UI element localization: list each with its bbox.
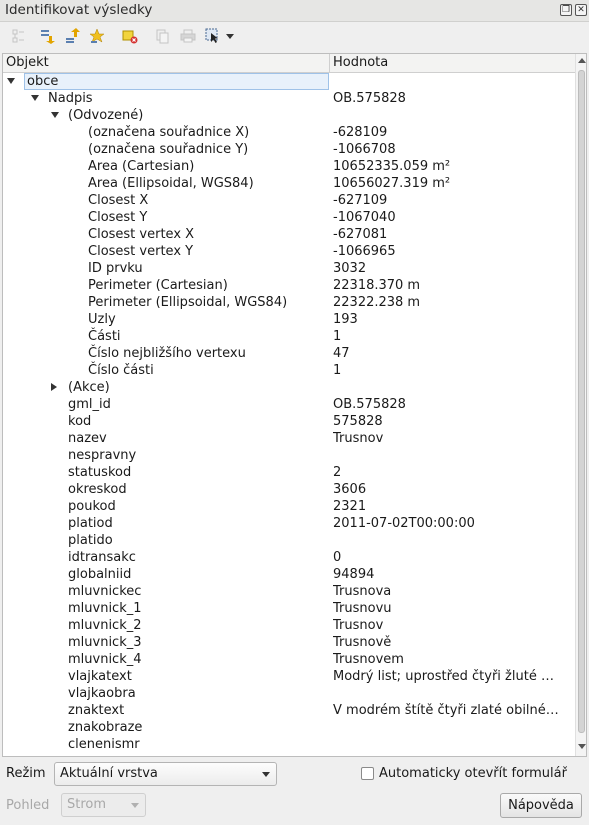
tree-row-value: Trusnov xyxy=(333,618,384,633)
scrollbar-thumb[interactable] xyxy=(578,70,585,733)
tree-row-value: -1067040 xyxy=(333,210,396,225)
tree-row-name: Closest Y xyxy=(88,210,148,225)
tree-row-value: Trusnovem xyxy=(333,652,404,667)
tree-row[interactable] xyxy=(3,736,574,753)
tree-row-value: 47 xyxy=(333,346,350,361)
tree-row-value: 3032 xyxy=(333,261,367,276)
tree-row-value: Trusnova xyxy=(333,584,392,599)
tree-row-value: 1 xyxy=(333,329,342,344)
scroll-down-icon[interactable] xyxy=(578,744,586,749)
tree-row[interactable] xyxy=(3,532,574,549)
tree-row-name: idtransakc xyxy=(68,550,136,565)
tree-row[interactable] xyxy=(3,328,574,345)
tree-row-name: Číslo nejbližšího vertexu xyxy=(88,346,246,361)
tree-row[interactable] xyxy=(3,634,574,651)
tree-row-name: clenenismr xyxy=(68,737,140,752)
tree-row-name: (Akce) xyxy=(68,380,110,395)
copy-feature-icon[interactable] xyxy=(153,27,171,45)
tree-row[interactable] xyxy=(3,277,574,294)
tree-row-name: globalniid xyxy=(68,567,132,582)
tree-row[interactable] xyxy=(3,617,574,634)
tree-row-name: platiod xyxy=(68,516,113,531)
select-identify-mode-icon[interactable] xyxy=(204,27,222,45)
expand-tree-icon[interactable] xyxy=(9,27,27,45)
column-header-object[interactable]: Objekt xyxy=(6,55,49,70)
tree-row[interactable] xyxy=(3,73,574,90)
collapse-arrow-icon[interactable] xyxy=(7,78,15,84)
tree-row-value: 22318.370 m xyxy=(333,278,421,293)
tree-row-name: mluvnick_3 xyxy=(68,635,142,650)
tree-row[interactable] xyxy=(3,362,574,379)
tree-row[interactable] xyxy=(3,719,574,736)
collapse-arrow-icon[interactable] xyxy=(51,112,59,118)
tree-row[interactable] xyxy=(3,107,574,124)
auto-open-form-label[interactable]: Automaticky otevřít formulář xyxy=(379,766,567,781)
tree-row-value: -628109 xyxy=(333,125,388,140)
mode-select-value: Aktuální vrstva xyxy=(60,766,158,781)
tree-row-name: platido xyxy=(68,533,113,548)
tree-row[interactable] xyxy=(3,549,574,566)
mode-select[interactable] xyxy=(54,762,277,786)
tree-row[interactable] xyxy=(3,600,574,617)
tree-row-value: 10656027.319 m² xyxy=(333,176,451,191)
tree-row[interactable] xyxy=(3,124,574,141)
tree-row[interactable] xyxy=(3,651,574,668)
tree-row-name: Části xyxy=(88,329,121,344)
tree-row-name: znaktext xyxy=(68,703,125,718)
expand-arrow-icon[interactable] xyxy=(51,383,57,391)
tree-row-value: 22322.238 m xyxy=(333,295,421,310)
dock-title-bar xyxy=(0,0,589,22)
help-button[interactable]: Nápověda xyxy=(500,793,582,818)
tree-row-name: Closest vertex Y xyxy=(88,244,194,259)
tree-row[interactable] xyxy=(3,260,574,277)
tree-row[interactable] xyxy=(3,685,574,702)
tree-row-name: nazev xyxy=(68,431,107,446)
results-toolbar xyxy=(0,23,589,50)
tree-row[interactable] xyxy=(3,498,574,515)
tree-row-value: -627081 xyxy=(333,227,388,242)
tree-row-value: 94894 xyxy=(333,567,375,582)
mode-label: Režim xyxy=(6,766,46,781)
tree-row[interactable] xyxy=(3,702,574,719)
tree-row-value: 3606 xyxy=(333,482,367,497)
tree-row[interactable] xyxy=(3,447,574,464)
tree-row[interactable] xyxy=(3,90,574,107)
scroll-up-icon[interactable] xyxy=(578,58,586,63)
tree-row-name: mluvnick_4 xyxy=(68,652,142,667)
tree-row-value: 193 xyxy=(333,312,358,327)
tree-row-value: 2321 xyxy=(333,499,367,514)
tree-row-value: V modrém štítě čtyři zlaté obilné… xyxy=(333,703,559,718)
tree-row[interactable] xyxy=(3,175,574,192)
tree-row-name: Closest X xyxy=(88,193,149,208)
tree-header xyxy=(3,54,586,73)
tree-row-name: Číslo části xyxy=(88,363,154,378)
tree-row-value: 0 xyxy=(333,550,342,565)
print-icon[interactable] xyxy=(179,27,197,45)
tree-row-name: kod xyxy=(68,414,92,429)
tree-row-value: OB.575828 xyxy=(333,91,406,106)
tree-row-name: Uzly xyxy=(88,312,116,327)
auto-open-form-checkbox[interactable] xyxy=(361,767,374,780)
tree-row-name: (Odvozené) xyxy=(68,108,144,123)
tree-row-value: 1 xyxy=(333,363,342,378)
chevron-down-icon[interactable] xyxy=(226,34,234,39)
tree-row[interactable] xyxy=(3,583,574,600)
tree-row-name: (označena souřadnice X) xyxy=(88,125,250,140)
vertical-scrollbar[interactable] xyxy=(575,54,586,756)
tree-row[interactable] xyxy=(3,141,574,158)
tree-row-name: ID prvku xyxy=(88,261,143,276)
tree-row[interactable] xyxy=(3,345,574,362)
tree-row-name: Perimeter (Cartesian) xyxy=(88,278,228,293)
tree-row-value: Trusnov xyxy=(333,431,384,446)
tree-row-name: znakobraze xyxy=(68,720,143,735)
column-header-value[interactable]: Hodnota xyxy=(333,55,389,70)
clear-results-icon[interactable] xyxy=(121,27,139,45)
tree-row-value: 575828 xyxy=(333,414,383,429)
tree-row[interactable] xyxy=(3,158,574,175)
tree-row-name: mluvnick_2 xyxy=(68,618,142,633)
tree-row-value: 2011-07-02T00:00:00 xyxy=(333,516,475,531)
chevron-down-icon xyxy=(262,772,270,777)
tree-row-value: 2 xyxy=(333,465,342,480)
tree-rows xyxy=(3,73,574,756)
tree-row-name: (označena souřadnice Y) xyxy=(88,142,249,157)
tree-row-value: Trusnově xyxy=(333,635,392,650)
tree-row[interactable] xyxy=(3,515,574,532)
float-window-icon[interactable]: ❐ xyxy=(561,5,571,15)
tree-row-name: Area (Cartesian) xyxy=(88,159,195,174)
tree-row-name: mluvnickec xyxy=(68,584,142,599)
tree-row-name: Nadpis xyxy=(48,91,93,106)
chevron-down-icon xyxy=(131,803,139,808)
tree-row-name: Perimeter (Ellipsoidal, WGS84) xyxy=(88,295,288,310)
tree-row-name: Area (Ellipsoidal, WGS84) xyxy=(88,176,254,191)
tree-row-name: gml_id xyxy=(68,397,111,412)
tree-row[interactable] xyxy=(3,430,574,447)
tree-row-value: OB.575828 xyxy=(333,397,406,412)
tree-row-name: Closest vertex X xyxy=(88,227,195,242)
tree-row[interactable] xyxy=(3,192,574,209)
view-label: Pohled xyxy=(6,798,50,813)
tree-row[interactable] xyxy=(3,481,574,498)
tree-row-name: mluvnick_1 xyxy=(68,601,142,616)
tree-row-value: -627109 xyxy=(333,193,388,208)
collapse-arrow-icon[interactable] xyxy=(31,95,39,101)
tree-row-name: vlajkaobra xyxy=(68,686,136,701)
close-icon[interactable]: ✕ xyxy=(575,4,587,16)
tree-row[interactable] xyxy=(3,311,574,328)
tree-row-value: -1066965 xyxy=(333,244,396,259)
tree-row-name: vlajkatext xyxy=(68,669,132,684)
tree-row-value: -1066708 xyxy=(333,142,396,157)
tree-row-value: Trusnovu xyxy=(333,601,392,616)
identify-results-tree[interactable] xyxy=(2,53,587,757)
tree-row[interactable] xyxy=(3,566,574,583)
tree-row-value: 10652335.059 m² xyxy=(333,159,451,174)
expand-all-icon[interactable] xyxy=(38,27,56,45)
collapse-all-icon[interactable] xyxy=(63,27,81,45)
window-title: Identifikovat výsledky xyxy=(5,2,153,18)
tree-row-name: statuskod xyxy=(68,465,132,480)
tree-row-name: obce xyxy=(24,73,329,90)
tree-row[interactable] xyxy=(3,294,574,311)
column-divider[interactable] xyxy=(329,54,330,73)
tree-row[interactable] xyxy=(3,396,574,413)
tree-row-name: poukod xyxy=(68,499,116,514)
view-select[interactable] xyxy=(61,793,146,817)
tree-row[interactable] xyxy=(3,668,574,685)
tree-row[interactable] xyxy=(3,413,574,430)
tree-row[interactable] xyxy=(3,379,574,396)
tree-row-name: okreskod xyxy=(68,482,127,497)
expand-new-results-icon[interactable] xyxy=(88,27,106,45)
tree-row[interactable] xyxy=(3,226,574,243)
view-select-value: Strom xyxy=(67,797,107,812)
tree-row[interactable] xyxy=(3,243,574,260)
tree-row[interactable] xyxy=(3,209,574,226)
tree-row[interactable] xyxy=(3,464,574,481)
tree-row-value: Modrý list; uprostřed čtyři žluté … xyxy=(333,669,554,684)
tree-row-name: nespravny xyxy=(68,448,137,463)
